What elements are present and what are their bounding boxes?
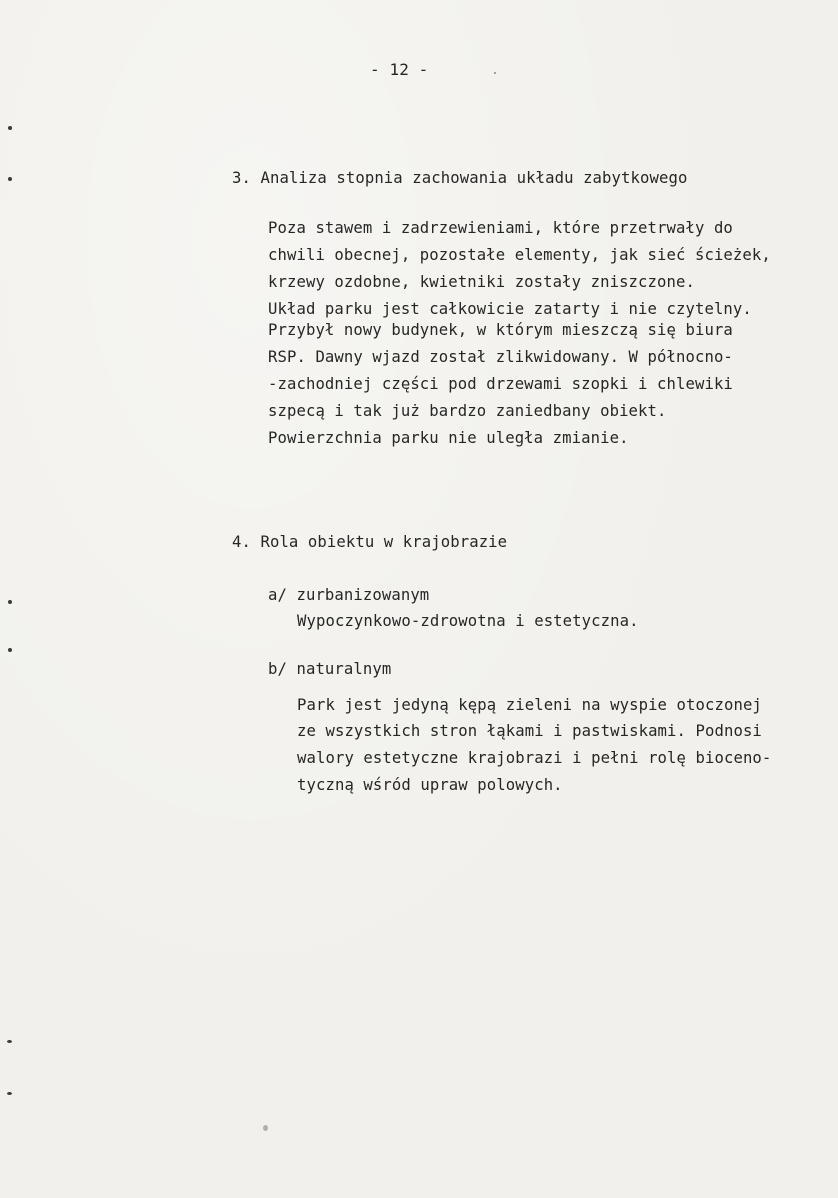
paper-stain bbox=[263, 1125, 268, 1131]
section-3-line: RSP. Dawny wjazd został zlikwidowany. W północno- bbox=[268, 348, 733, 366]
section-3-heading: 3. Analiza stopnia zachowania układu zabytkowego bbox=[232, 169, 688, 187]
section-3-line: Powierzchnia parku nie uległa zmianie. bbox=[268, 429, 629, 447]
section-3-line: krzewy ozdobne, kwietniki zostały zniszczone. bbox=[268, 273, 695, 291]
section-4-heading: 4. Rola obiektu w krajobrazie bbox=[232, 533, 508, 551]
subsection-b-label: b/ naturalnym bbox=[268, 660, 392, 678]
subsection-b-line: Park jest jedyną kępą zieleni na wyspie otoczonej bbox=[297, 696, 762, 714]
subsection-a-label: a/ zurbanizowanym bbox=[268, 586, 430, 604]
section-3-line: chwili obecnej, pozostałe elementy, jak sieć ścieżek, bbox=[268, 246, 771, 264]
margin-punch-mark bbox=[7, 1040, 12, 1043]
section-3-line: Poza stawem i zadrzewieniami, które przetrwały do bbox=[268, 219, 733, 237]
subsection-a-text: Wypoczynkowo-zdrowotna i estetyczna. bbox=[297, 612, 639, 630]
margin-punch-mark bbox=[8, 648, 12, 652]
margin-punch-mark bbox=[7, 1092, 12, 1095]
page-number: - 12 - bbox=[370, 60, 429, 79]
section-3-line: Przybył nowy budynek, w którym mieszczą się biura bbox=[268, 321, 733, 339]
margin-punch-mark bbox=[8, 600, 12, 604]
subsection-b-line: ze wszystkich stron łąkami i pastwiskami. Podnosi bbox=[297, 722, 762, 740]
section-3-line: -zachodniej części pod drzewami szopki i chlewiki bbox=[268, 375, 733, 393]
subsection-b-line: tyczną wśród upraw polowych. bbox=[297, 776, 563, 794]
section-3-line: Układ parku jest całkowicie zatarty i nie czytelny. bbox=[268, 300, 752, 318]
margin-punch-mark bbox=[8, 126, 12, 130]
section-3-line: szpecą i tak już bardzo zaniedbany obiekt. bbox=[268, 402, 667, 420]
subsection-b-line: walory estetyczne krajobrazi i pełni rolę bioceno- bbox=[297, 749, 772, 767]
paper-speck bbox=[494, 72, 496, 74]
margin-punch-mark bbox=[8, 177, 12, 181]
